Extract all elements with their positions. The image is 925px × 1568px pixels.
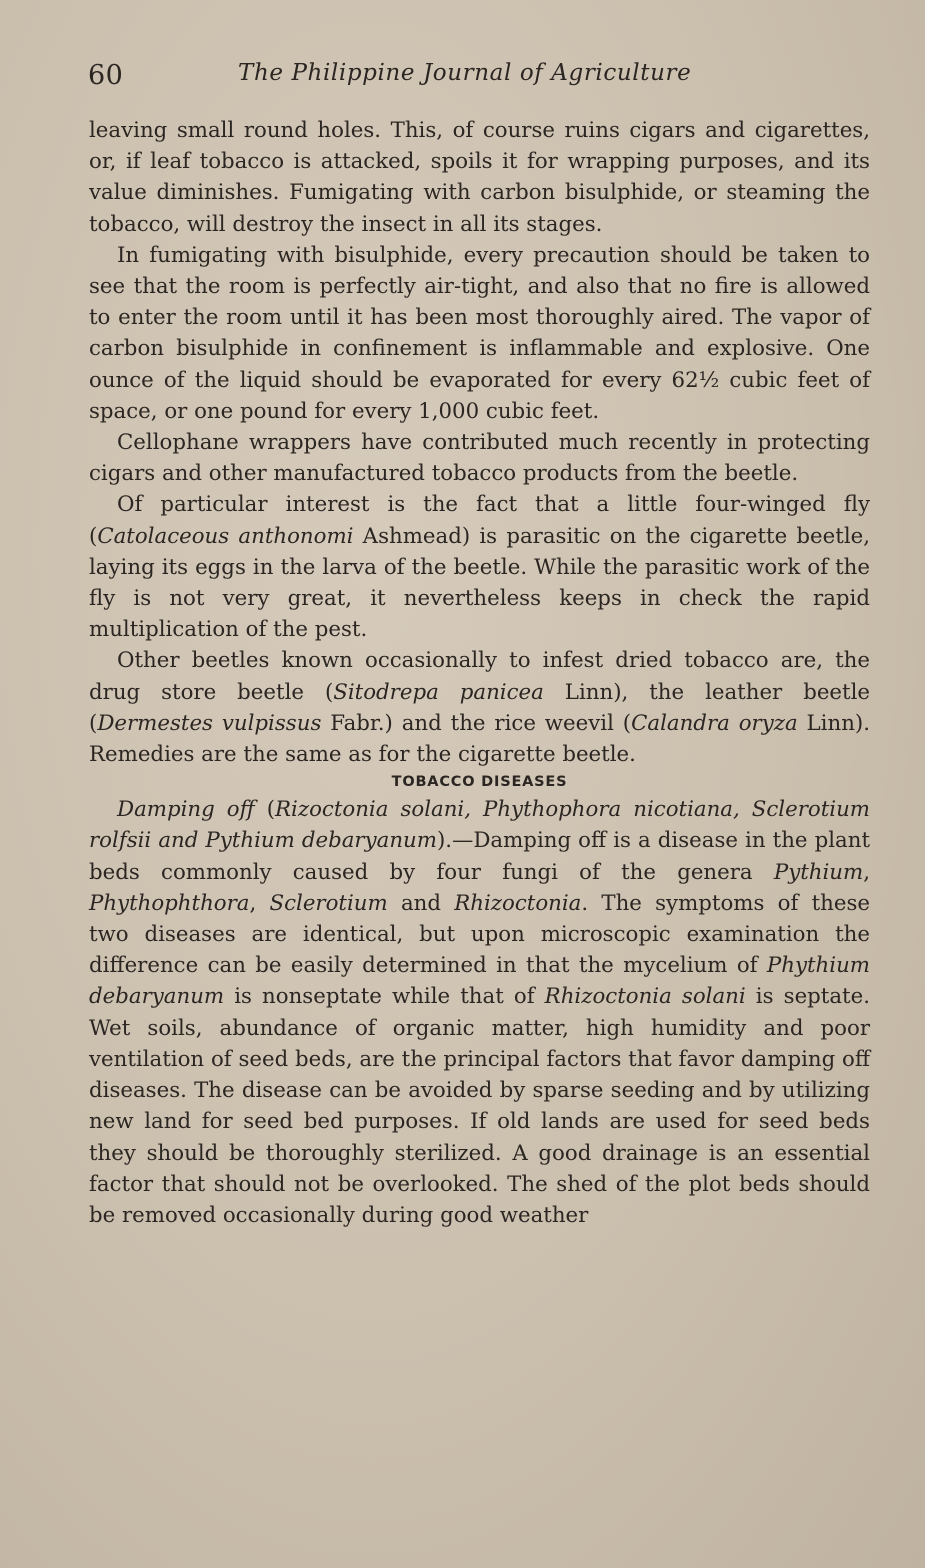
- paragraph-other-beetles: Other beetles known occasionally to infest dried tobacco are, the drug store beetle (Sitodrepa panicea Linn), the leather beetle (Dermestes vulpissus Fabr.) and the rice weevil (Calandra oryza Linn). Remedies are the same as for the cigarette beetle.: [89, 648, 871, 768]
- section-heading: TOBACCO DISEASES: [391, 774, 568, 791]
- genus-name: Rhizoctonia: [454, 890, 582, 916]
- species-name: Rhizoctonia solani: [544, 984, 746, 1010]
- genus-name: Pythium: [773, 859, 864, 885]
- genus-name: Phythophthora: [89, 890, 250, 916]
- article-body: [89, 115, 870, 1231]
- paragraph-cellophane: Cellophane wrappers have contributed much recently in protecting cigars and other manufactured tobacco products from the beetle.: [89, 430, 870, 487]
- pathogen-names: Rizoctonia solani, Phythophora nicotiana, Sclerotium rolfsii and Pythium debaryanum: [89, 797, 870, 854]
- genus-name: Sclerotium: [269, 890, 388, 916]
- paragraph-parasite: Of particular interest is the fact that a little four-winged fly (Catolaceous anthonomi Ashmead) is parasitic on the cigarette beetle, laying its eggs in the larva of the beetle. While the parasitic work of the fly is not very great, it nevertheless keeps in check the rapid multiplication of the pest.: [89, 492, 871, 643]
- paragraph-fumigation: In fumigating with bisulphide, every precaution should be taken to see that the room is perfectly air-tight, and also that no fire is allowed to enter the room until it has been most thoroughly aired. The vapor of carbon bisulphide in confinement is inflammable and explosive. One ounce of the liquid should be evaporated for every 62½ cubic feet of space, or one pound for every 1,000 cubic feet.: [89, 242, 870, 424]
- paragraph-continuation: leaving small round holes. This, of course ruins cigars and cigarettes, or, if leaf tobacco is attacked, spoils it for wrapping purposes, and its value diminishes. Fumigating with carbon bisulphide, or steaming the tobacco, will destroy the insect in all its stages.: [89, 118, 870, 237]
- species-name: Dermestes vulpissus: [97, 710, 322, 736]
- paragraph-damping-off: Damping off (Rizoctonia solani, Phythophora nicotiana, Sclerotium rolfsii and Pythium debaryanum).—Damping off is a disease in the plant beds commonly caused by four fungi of the genera Pythium, Phythophthora, Sclerotium and Rhizoctonia. The symptoms of these two diseases are identical, but upon microscopic examination the difference can be easily determined in that the mycelium of Phythium debaryanum is nonseptate while that of Rhizoctonia solani is septate. Wet soils, abundance of organic matter, high humidity and poor ventilation of seed beds, are the principal factors that favor damping off diseases. The disease can be avoided by sparse seeding and by utilizing new land for seed bed purposes. If old lands are used for seed beds they should be thoroughly sterilized. A good drainage is an essential factor that should not be overlooked. The shed of the plot beds should be removed occasionally during good weather: [89, 797, 870, 1228]
- species-name: Calandra oryza: [631, 710, 798, 736]
- disease-title: Damping off: [117, 797, 255, 823]
- journal-title: The Philippine Journal of Agriculture: [238, 60, 692, 86]
- page-header: [88, 56, 870, 96]
- species-name: Phythium debaryanum: [89, 953, 870, 1010]
- species-name: Sitodrepa panicea: [333, 679, 544, 705]
- species-name: Catolaceous anthonomi: [97, 523, 354, 549]
- page-number: 60: [88, 60, 124, 91]
